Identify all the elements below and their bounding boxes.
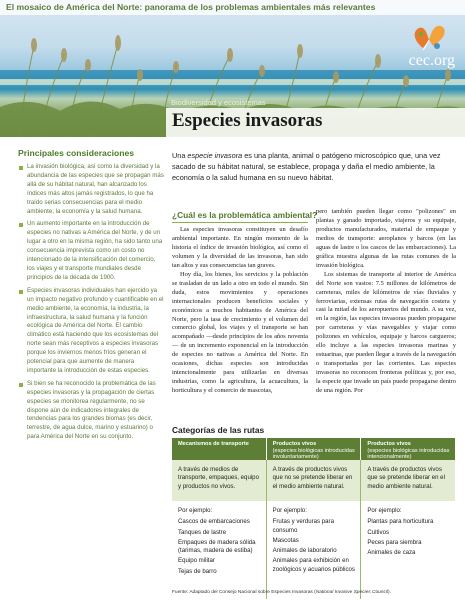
example-item: Plantas para horticultura	[367, 518, 434, 526]
sidebar-heading: Principales consideraciones	[18, 148, 135, 158]
examples-label: Por ejemplo:	[367, 507, 402, 514]
header-sub: (especies biológicas introducidas involuntariamente)	[272, 447, 355, 461]
examples-label: Por ejemplo:	[178, 507, 213, 514]
problem-heading: ¿Cuál es la problemática ambiental?	[172, 210, 318, 220]
table-header-row	[172, 438, 455, 460]
header-sub: (especies biológicas introducidas intencionalmente)	[367, 447, 450, 461]
list-item: Si bien se ha reconocido la problemática de las especies invasoras y la propagación de ciertas especies se monitorea regularmente, no se dispone aún de indicadores integrales de tendencias para los grandes biomas (es decir, terrestre, de agua dulce, marino y estuarino) o para América del Norte en su conjunto.	[18, 380, 164, 442]
table-source	[172, 590, 391, 595]
examples-label: Por ejemplo:	[272, 507, 307, 514]
source-italic: National Invasive Species Council	[315, 590, 388, 595]
section-label: Biodiversidad y ecosistemas	[171, 98, 266, 107]
source-prefix: Fuente: Adaptado del Consejo Nacional sobre Especies Invasoras (	[172, 590, 316, 595]
list-item: Especies invasoras individuales han ejercido ya un impacto negativo profundo y cuantificable en el medio ambiente, la economía, la industria, la infraestructura, la salud humana y la función ecológica de América del Norte. El cambio climático está haciendo que los ecosistemas del norte sean más receptivos a especies invasoras porque los inviernos menos fríos generan el potencial para que aumente de manera importante la introducción de estas especies.	[18, 287, 164, 376]
example-item: Cascos de embarcaciones	[178, 518, 250, 526]
series-title: El mosaico de América del Norte: panorama de los problemas ambientales más relevantes	[6, 2, 376, 12]
heading-rule	[172, 222, 308, 223]
header-title: Productos vivos	[367, 441, 411, 447]
example-item: Tanques de lastre	[178, 528, 227, 536]
definition-cell: A través de productos vivos que se pretende liberar en el medio ambiente natural.	[361, 460, 455, 501]
header-banner	[0, 0, 465, 137]
page-title: Especies invasoras	[172, 110, 323, 131]
header-title: Productos vivos	[272, 441, 317, 447]
logo-text[interactable]: cec.org	[408, 52, 455, 69]
body-paragraph: Los sistemas de transporte al interior de América del Norte son vastos: 7.5 millones de kilómetros de carreteras, miles de kilómetros de vías fluviales y ferroviarias, extensas rutas de navegación costera y casi la mitad de los aeropuertos del mundo. A su vez, en la región, las especies invasoras pueden propagarse por carreteras y vías navegables y viajar como polizones en vehículos, equipaje y barcos cargueros; ello incluye a las especies invasoras marinas y estuarinas, que pueden llegar a través de la navegación o transportadas por las corrientes. Las especies invasoras no reconocen fronteras políticas y, por eso, la especie que invade un país puede propagarse dentro de una región. Por	[316, 270, 456, 395]
example-item: Empaques de madera sólida (tarimas, madera de estiba)	[178, 538, 256, 555]
examples-cell	[172, 501, 267, 599]
example-item: Frutas y verduras para consumo	[272, 518, 334, 534]
example-item: Animales de caza	[367, 549, 416, 557]
intro-term: especie invasora	[187, 151, 243, 160]
definition-cell: A través de productos vivos que no se pretende liberar en el medio ambiente natural.	[267, 460, 362, 501]
table-header-cell	[267, 438, 362, 460]
example-item: Equipo militar	[178, 557, 215, 565]
key-considerations	[18, 148, 164, 446]
examples-cell	[361, 501, 455, 599]
routes-table	[172, 438, 455, 599]
body-paragraph: pero también pueden llegar como "polizones" en plantas y ganado importado, viajeros y su equipaje, productos manufacturados, material de empaque y medios de transporte: aeroplanos y barcos (en las aguas de lastre o los cascos de las embarcaciones). La gráfica muestra algunas de las rutas comunes de la invasión biológica.	[316, 208, 456, 269]
definition-cell: A través de medios de transporte, empaques, equipo y productos no vivos.	[172, 460, 267, 501]
examples-cell	[267, 501, 362, 599]
intro-after: es una planta, animal o patógeno microscópico que, una vez sacado de su hábitat natural, se establece, propaga y daña el medio ambiente, la economía o la salud humana en su nuevo hábitat.	[172, 151, 441, 182]
example-item: Animales para exhibición en zoológicos y acuarios públicos	[272, 557, 355, 573]
header-title: Mecanismos de transporte	[178, 441, 249, 447]
intro-before: Una	[172, 151, 188, 160]
table-row	[172, 460, 455, 501]
table-header-cell	[172, 438, 267, 460]
example-item: Tejas de barro	[178, 567, 217, 575]
example-item: Cultivos	[367, 528, 390, 536]
body-column-right	[316, 208, 456, 396]
example-item: Animales de laboratorio	[272, 547, 337, 555]
table-header-cell	[361, 438, 455, 460]
example-item: Peces para siembra	[367, 538, 422, 546]
body-paragraph: Hoy día, los bienes, los servicios y la población se trasladan de un lado a otro en todo el mundo. Sin duda, estos movimientos y operaciones internacionales producen beneficios sociales y económicos a muchos habitantes de América del Norte, pero la tasa de crecimiento y el volumen del comercio global, los viajes y el transporte se han acompañado —desde principios de los años noventa— de un incremento exponencial en la introducción de especies no nativas a América del Norte. En ocasiones, dichas especies son introducidas intencionalmente para utilizarlas en diversas industrias, como la agricultura, la acuacultura, la horticultura y el comercio de mascotas,	[172, 270, 308, 395]
list-item: La invasión biológica, así como la diversidad y la abundancia de las especies que se propagan más allá de su hábitat natural, han alcanzado los índices más altos jamás registrados, lo que ha traído serias consecuencias para el medio ambiente, la economía y la salud humana.	[18, 163, 164, 216]
table-row	[172, 501, 455, 599]
considerations-list	[18, 163, 164, 442]
list-item: Un aumento importante en la introducción de especies no nativas a América del Norte, y de un lugar a otro en la misma región, ha sido tanto una consecuencia imprevista como un costo no intencionado de la intensificación del comercio, los viajes y el transporte mundiales desde principios de la década de 1900.	[18, 220, 164, 282]
source-suffix: ).	[388, 590, 391, 595]
body-column-left	[172, 226, 308, 396]
intro-paragraph	[172, 150, 454, 183]
routes-table-title: Categorías de las rutas	[172, 425, 265, 435]
example-item: Mascotas	[272, 536, 299, 544]
body-paragraph: Las especies invasoras constituyen un desafío ambiental importante. En ningún momento de la historia el índice de invasión biológica, así como el volumen y la diversidad de las invasoras, han sido tan altos y sus consecuencias tan graves.	[172, 226, 308, 269]
